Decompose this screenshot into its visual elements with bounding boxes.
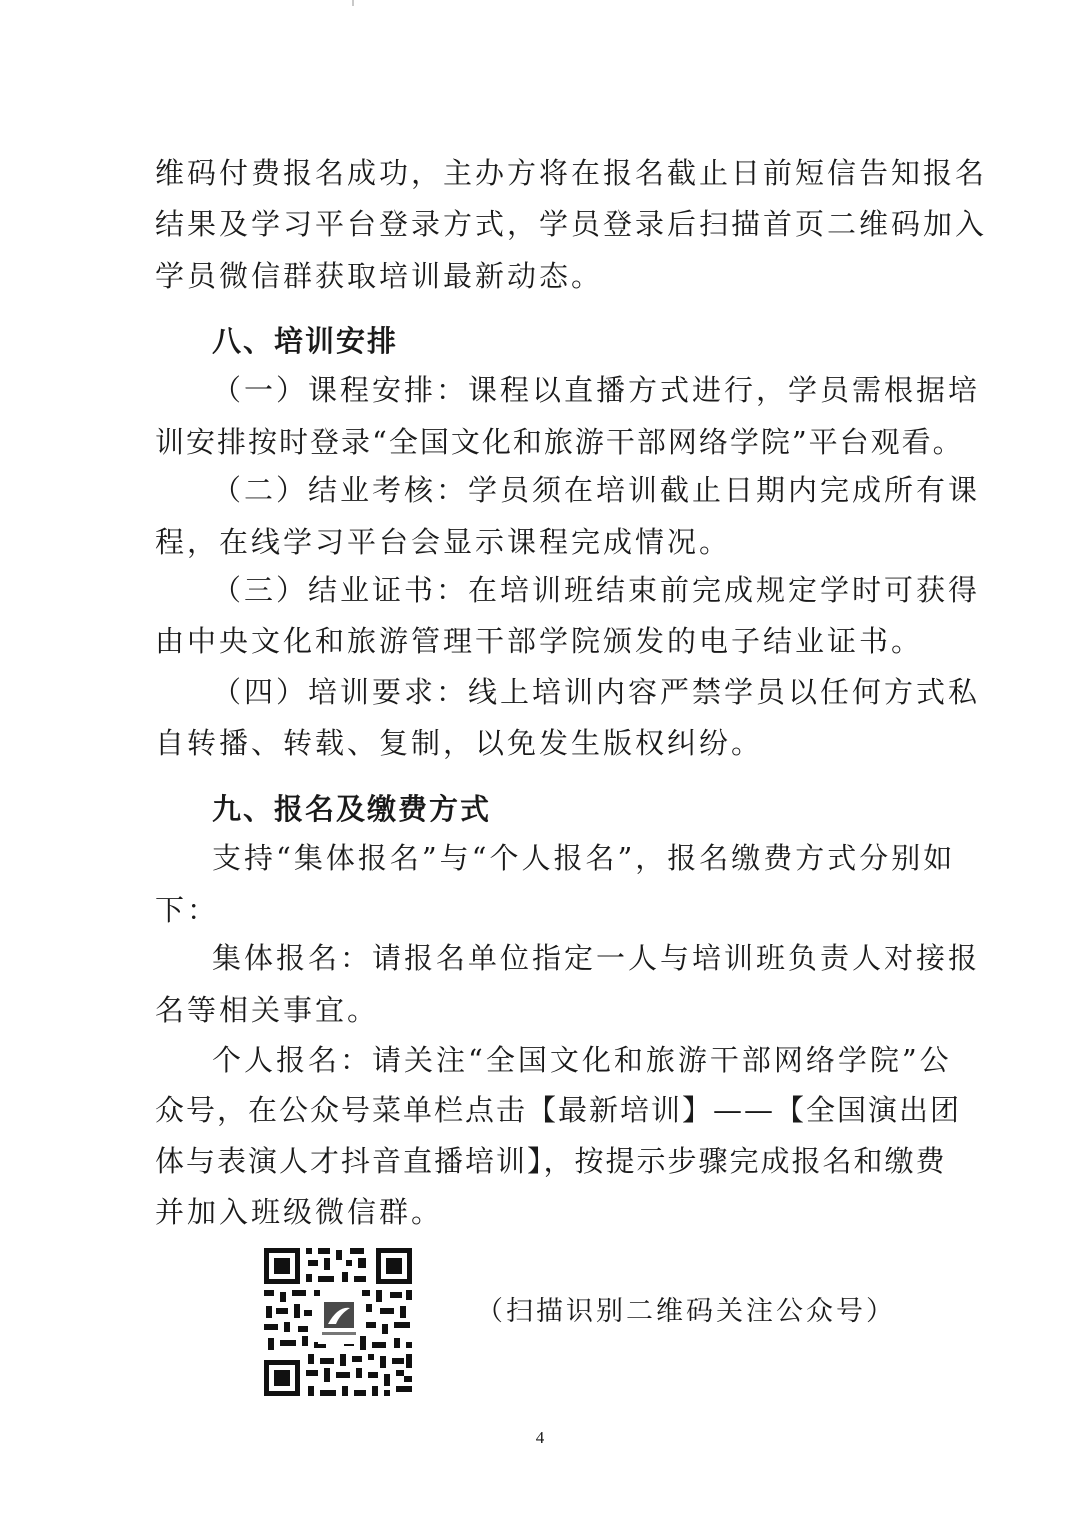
s8-item1-line2: 训安排按时登录“全国文化和旅游干部网络学院”平台观看。 (155, 425, 964, 459)
s9-intro-line1: 支持“集体报名”与“个人报名”，报名缴费方式分别如 (212, 841, 956, 875)
s8-item2-line2: 程，在线学习平台会显示课程完成情况。 (155, 525, 732, 559)
s8-item3-line1: （三）结业证书：在培训班结束前完成规定学时可获得 (212, 573, 981, 607)
s9-personal-line4: 并加入班级微信群。 (155, 1195, 444, 1229)
s9-group-line2: 名等相关事宜。 (155, 993, 380, 1027)
s9-intro-line2: 下： (155, 893, 220, 927)
s9-group-line1: 集体报名：请报名单位指定一人与培训班负责人对接报 (212, 941, 981, 975)
s8-item4-line1: （四）培训要求：线上培训内容严禁学员以任何方式私 (212, 675, 981, 709)
scan-speck (352, 0, 354, 6)
s8-item4-line2: 自转播、转载、复制，以免发生版权纠纷。 (155, 726, 764, 760)
s9-personal-line2: 众号，在公众号菜单栏点击【最新培训】——【全国演出团 (155, 1093, 962, 1127)
s9-personal-line3: 体与表演人才抖音直播培训】，按提示步骤完成报名和缴费 (155, 1144, 947, 1178)
s8-item3-line2: 由中央文化和旅游管理干部学院颁发的电子结业证书。 (155, 624, 924, 658)
section-8-heading: 八、培训安排 (212, 324, 399, 358)
intro-line-3: 学员微信群获取培训最新动态。 (155, 259, 604, 293)
intro-line-1: 维码付费报名成功，主办方将在报名截止日前短信告知报名 (155, 156, 988, 190)
section-9-heading: 九、报名及缴费方式 (212, 792, 492, 826)
s8-item2-line1: （二）结业考核：学员须在培训截止日期内完成所有课 (212, 473, 981, 507)
qr-code-image (262, 1246, 414, 1398)
page-number: 4 (535, 1428, 545, 1447)
s8-item1-line1: （一）课程安排：课程以直播方式进行，学员需根据培 (212, 373, 981, 407)
intro-line-2: 结果及学习平台登录方式，学员登录后扫描首页二维码加入 (155, 207, 988, 241)
s9-personal-line1: 个人报名：请关注“全国文化和旅游干部网络学院”公 (212, 1043, 952, 1077)
qr-caption: （扫描识别二维码关注公众号） (476, 1296, 896, 1327)
